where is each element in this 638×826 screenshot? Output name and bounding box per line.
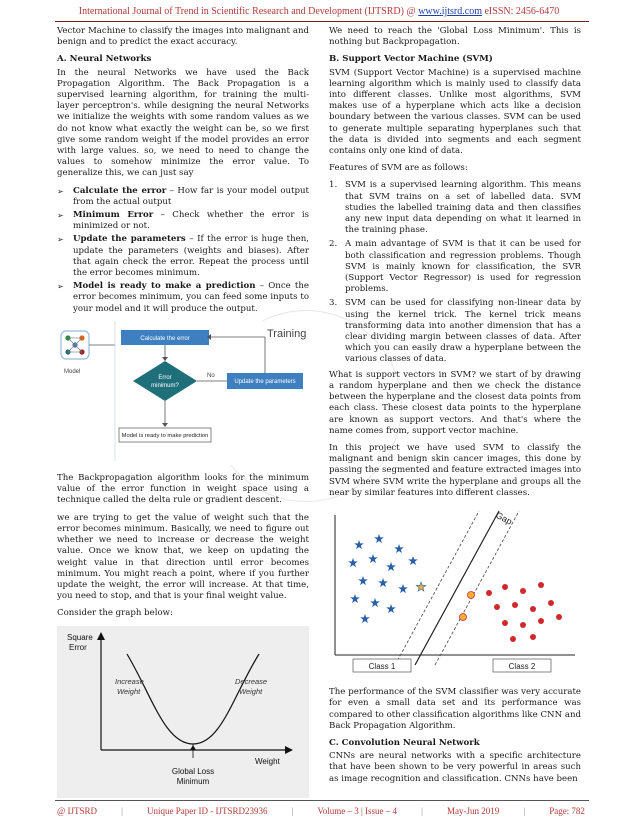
- left-intro: Vector Machine to classify the images into malignant and benign and to predict the exact accuracy.: [57, 26, 309, 48]
- header-text: International Journal of Trend in Scientific Research and Development (IJTSRD) @: [78, 6, 419, 17]
- svm-hyperplane-svg: [329, 505, 581, 675]
- header-link[interactable]: www.ijtsrd.com: [418, 6, 482, 17]
- ready-label: Model is ready to make prediction: [121, 432, 209, 439]
- support-vector-star: [416, 582, 426, 591]
- footer-separator: |: [121, 806, 123, 816]
- footer-date: May-Jun 2019: [447, 806, 500, 816]
- list-item-term: Calculate the error: [73, 185, 167, 196]
- training-title: Training: [267, 327, 307, 340]
- footer-rule: [55, 800, 589, 801]
- class1-label: Class 1: [368, 661, 396, 671]
- list-item: [57, 281, 309, 315]
- list-item: [57, 210, 309, 232]
- arrow-bullet-icon: ➢: [57, 235, 64, 245]
- list-number: 3.: [329, 298, 338, 309]
- consider-text: Consider the graph below:: [57, 608, 173, 619]
- global-minimum-label-line2: Minimum: [176, 776, 210, 786]
- footer-journal: @ IJTSRD: [57, 806, 98, 816]
- list-item-term: Update the parameters: [73, 234, 186, 245]
- list-number: 2.: [329, 239, 338, 250]
- running-footer: [57, 806, 585, 816]
- neural-networks-paragraph: In the neural Networks we have used the Back Propagation Algorithm. The Back Propagation is a supervised learning algorithm, for training the multi-layer perceptron's. while designing the neural Networks we initialize the weights with some random values as we do not know what exactly the weight can be, so we first give some random weight if the model provides an error with large values. so, we need to need to change the values to somehow minimize the error value. To generalize this, we can just say: [57, 67, 309, 179]
- y-axis-label-line1: Square: [67, 632, 93, 642]
- arrow-bullet-icon: ➢: [57, 211, 64, 221]
- running-header: [0, 6, 638, 17]
- arrow-bullet-icon: ➢: [57, 186, 64, 196]
- no-label: No: [207, 372, 215, 379]
- training-flowchart-svg: [57, 321, 309, 461]
- decrease-label-line2: Weight: [239, 686, 263, 696]
- error-weight-graph: [57, 626, 309, 798]
- model-icon: [61, 331, 89, 359]
- steps-list: [57, 186, 309, 315]
- training-flowchart: [57, 321, 309, 465]
- list-item: [329, 239, 581, 295]
- error-curve: [127, 654, 259, 744]
- list-item-text: SVM is a supervised learning algorithm. This means that SVM trains on a set of labelled data. SVM studies the labelled training data and then classifies any new input data depending on what it learned in the training phase.: [345, 180, 581, 236]
- footer-separator: |: [291, 806, 294, 816]
- decision-label-line1: Error: [158, 374, 172, 381]
- right-intro: We need to reach the 'Global Loss Minimum'. This is nothing but Backpropagation.: [329, 26, 581, 48]
- calculate-error-label: Calculate the error: [140, 335, 190, 342]
- footer-paper-id: Unique Paper ID - IJTSRD23936: [146, 806, 268, 816]
- increase-label-line1: Increase: [115, 676, 144, 686]
- arrow-bullet-icon: ➢: [57, 282, 64, 292]
- list-item-text: – Check whether the error is minimized or not.: [73, 210, 309, 232]
- support-vectors-paragraph: What is support vectors in SVM? we start of by drawing a random hyperplane and then we check the distance between the hyperplane and the closest data points from each class. These closest data points to the hyperplane are known as support vectors. And that's where the name comes from, support vector machine.: [329, 369, 581, 436]
- footer-separator: |: [523, 806, 526, 816]
- footer-page: Page: 782: [549, 806, 585, 816]
- class2-label: Class 2: [508, 661, 536, 671]
- list-item-text: – Once the error becomes minimum, you can feed some inputs to your model and it will produce the output.: [73, 281, 309, 314]
- model-label: Model: [64, 368, 81, 375]
- weight-paragraph: we are trying to get the value of weight such that the error becomes minimum. Basically, we need to figure out whether we need to increase or decrease the weight value. Once we know that, we keep on updating the weight value in that direction until error becomes minimum. You might reach a point, where if you further update the weight, the error will increase. At that time, you need to stop, and that is your final weight value.: [57, 512, 309, 602]
- list-number: 1.: [329, 180, 338, 191]
- section-neural-networks: A. Neural Networks: [57, 54, 152, 65]
- list-item: [57, 234, 309, 279]
- performance-paragraph: The performance of the SVM classifier was very accurate for even a small data set and its performance was compared to other classification algorithms like CNN and Back Propagation Algorithm.: [329, 687, 581, 731]
- list-item-term: Minimum Error: [73, 210, 154, 221]
- hyperplane-line: [415, 511, 499, 665]
- error-weight-graph-svg: [57, 626, 309, 794]
- cnn-paragraph: CNNs are neural networks with a specific architecture that have been shown to be very powerful in areas such as image recognition and classification. CNNs have been: [329, 751, 581, 784]
- features-list: [329, 180, 581, 365]
- error-minimum-decision: [133, 361, 197, 401]
- list-item-text: SVM can be used for classifying non-linear data by using the kernel trick. The kernel trick means transforming data into another dimension that has a clear dividing margin between classes of data. After which you can easily draw a hyperplane between the various classes of data.: [345, 298, 581, 365]
- class1-stars: [348, 534, 418, 623]
- increase-label-line2: Weight: [117, 686, 141, 696]
- backpropagation-paragraph: The Backpropagation algorithm looks for the minimum value of the error function in weight space using a technique called the delta rule or gradient descent.: [57, 473, 309, 506]
- svm-paragraph: SVM (Support Vector Machine) is a supervised machine learning algorithm which is mainly used to classify data into different classes. Unlike most algorithms, SVM makes use of a hyperplane which acts like a decision boundary between the various classes. SVM can be used to generate multiple separating hyperplanes such that the data is divided into segments and each segment contains only one kind of data.: [329, 67, 581, 157]
- svm-hyperplane-figure: [329, 505, 581, 679]
- left-column: [57, 26, 309, 806]
- header-rule: [55, 21, 589, 22]
- list-item-text: – How far is your model output from the actual output: [73, 185, 309, 207]
- list-item-text: A main advantage of SVM is that it can be used for both classification and regression problems. Though SVM is mainly known for classification, the SVR (Support Vector Regressor) is used for regression problems.: [345, 239, 581, 295]
- support-vector-dot: [468, 591, 475, 598]
- gap-label: Gap: [494, 509, 514, 527]
- y-axis-label-line2: Error: [69, 642, 87, 652]
- decrease-label-line1: Decrease: [235, 676, 268, 686]
- x-axis-label: Weight: [255, 756, 280, 766]
- decision-label-line2: minimum?: [151, 382, 179, 389]
- header-issn: eISSN: 2456-6470: [481, 6, 560, 17]
- features-label: Features of SVM are as follows:: [329, 163, 468, 174]
- list-item: [57, 186, 309, 208]
- list-item: [329, 298, 581, 365]
- right-column: [329, 26, 581, 791]
- support-vector-dot: [460, 613, 467, 620]
- project-paragraph: In this project we have used SVM to classify the malignant and benign skin cancer images, this done by passing the segmented and feature extracted images into SVM where SVM write the hyperplane and groups all the near by similar features into different classes.: [329, 442, 581, 498]
- footer-separator: |: [421, 806, 423, 816]
- update-parameters-label: Update the parameters: [234, 378, 296, 385]
- list-item: [329, 180, 581, 236]
- footer-volume: Volume – 3 | Issue – 4: [317, 806, 398, 816]
- global-minimum-label-line1: Global Loss: [171, 766, 215, 776]
- section-cnn: C. Convolution Neural Network: [329, 737, 480, 748]
- section-svm: B. Support Vector Machine (SVM): [329, 54, 493, 65]
- list-item-term: Model is ready to make a prediction: [73, 281, 256, 292]
- class2-dots: [486, 582, 562, 642]
- list-item-text: – If the error is huge then, update the parameters (weights and biases). After that again check the error. Repeat the process until the error becomes minimum.: [73, 234, 309, 279]
